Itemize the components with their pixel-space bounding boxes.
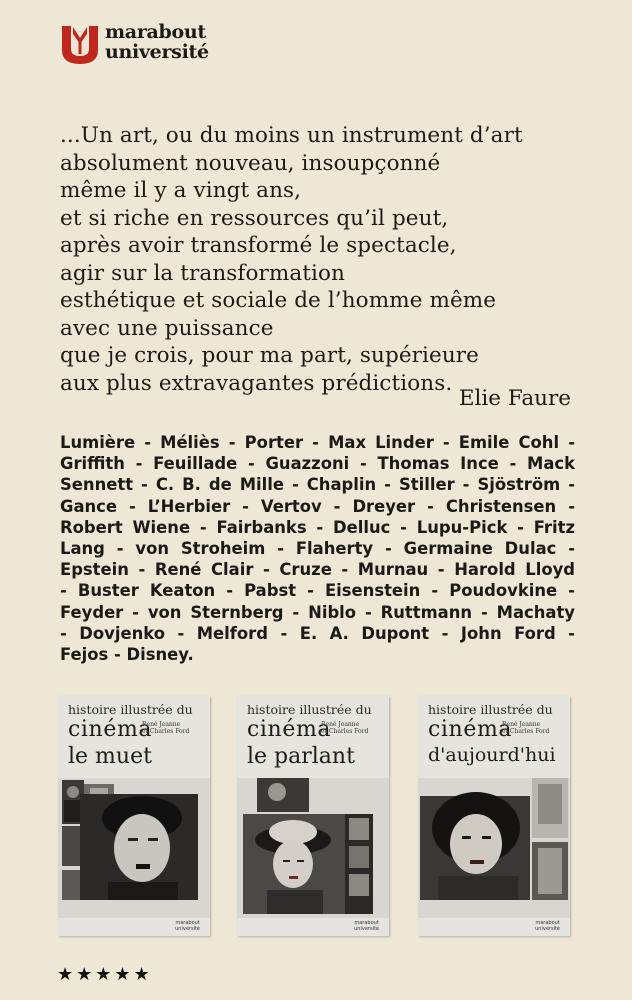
filmmaker-list-line: Feyder - von Sternberg - Niblo - Ruttmann - Machaty xyxy=(60,602,575,622)
filmmaker-list-line: - Buster Keaton - Pabst - Eisenstein - Poudovkine - xyxy=(60,581,575,601)
quote-line: et si riche en ressources qu’il peut, xyxy=(60,205,449,231)
book-series-title: histoire illustrée du xyxy=(247,702,372,717)
quote-line: même il y a vingt ans, xyxy=(60,178,302,203)
book-cover-le-parlant xyxy=(237,696,389,936)
quote-line: absolument nouveau, insoupçonné xyxy=(60,150,441,176)
book-authors: René Jeanne et Charles Ford xyxy=(142,721,190,735)
quote-line: ...Un art, ou du moins un instrument d’art xyxy=(60,123,523,148)
book-volume-title: d'aujourd'hui xyxy=(428,744,556,766)
book-series-title: histoire illustrée du xyxy=(428,702,553,717)
filmmaker-list-line: Fejos - Disney. xyxy=(60,645,194,665)
publisher-name xyxy=(105,22,209,62)
filmmaker-list-line: Lang - von Stroheim - Flaherty - Germaine Dulac - xyxy=(60,539,575,559)
filmmaker-list-line: Epstein - René Clair - Cruze - Murnau - Harold Lloyd xyxy=(60,560,575,580)
publisher-name-line2: université xyxy=(105,41,209,63)
marabout-logo-icon xyxy=(60,24,100,66)
filmmaker-list-line: Lumière - Méliès - Porter - Max Linder - Emile Cohl - xyxy=(60,433,575,452)
filmmaker-list-line: - Dovjenko - Melford - E. A. Dupont - John Ford - xyxy=(60,623,575,643)
book-volume-title: le parlant xyxy=(247,744,355,769)
dietrich-photo-collage-image xyxy=(237,778,389,918)
rating-stars: ★★★★★ xyxy=(57,964,153,985)
publisher-name-line1: marabout xyxy=(105,21,206,43)
book-authors: René Jeanne et Charles Ford xyxy=(321,721,369,735)
quote-author: Elie Faure xyxy=(458,386,571,411)
book-imprint: marabout université xyxy=(535,920,560,932)
book-authors: René Jeanne et Charles Ford xyxy=(502,721,550,735)
book-cinema-title: cinéma xyxy=(68,717,153,742)
filmmaker-list-line: Gance - L’Herbier - Vertov - Dreyer - Christensen - xyxy=(60,496,575,516)
quote-line: aux plus extravagantes prédictions. xyxy=(60,370,453,396)
book-imprint: marabout université xyxy=(354,920,379,932)
cardinale-photo-collage-image xyxy=(418,778,570,918)
book-volume-title: le muet xyxy=(68,744,152,769)
quote-line: esthétique et sociale de l’homme même xyxy=(60,288,497,313)
quote-line: après avoir transformé le spectacle, xyxy=(60,233,457,258)
book-series-title: histoire illustrée du xyxy=(68,702,193,717)
quote-line: agir sur la transformation xyxy=(60,260,345,286)
filmmaker-list-line: Sennett - C. B. de Mille - Chaplin - Stiller - Sjöström - xyxy=(60,475,575,495)
chaplin-photo-collage-image xyxy=(58,778,210,918)
filmmaker-list xyxy=(60,432,575,665)
book-imprint: marabout université xyxy=(175,920,200,932)
book-cinema-title: cinéma xyxy=(247,717,332,742)
book-cover-le-muet xyxy=(58,696,210,936)
filmmaker-list-line: Robert Wiene - Fairbanks - Delluc - Lupu-Pick - Fritz xyxy=(60,517,575,537)
quote xyxy=(60,122,590,397)
filmmaker-list-line: Griffith - Feuillade - Guazzoni - Thomas Ince - Mack xyxy=(60,454,575,474)
quote-line: avec une puissance xyxy=(60,315,274,341)
book-cinema-title: cinéma xyxy=(428,717,513,742)
book-cover-aujourdhui xyxy=(418,696,570,936)
quote-line: que je crois, pour ma part, supérieure xyxy=(60,343,479,368)
